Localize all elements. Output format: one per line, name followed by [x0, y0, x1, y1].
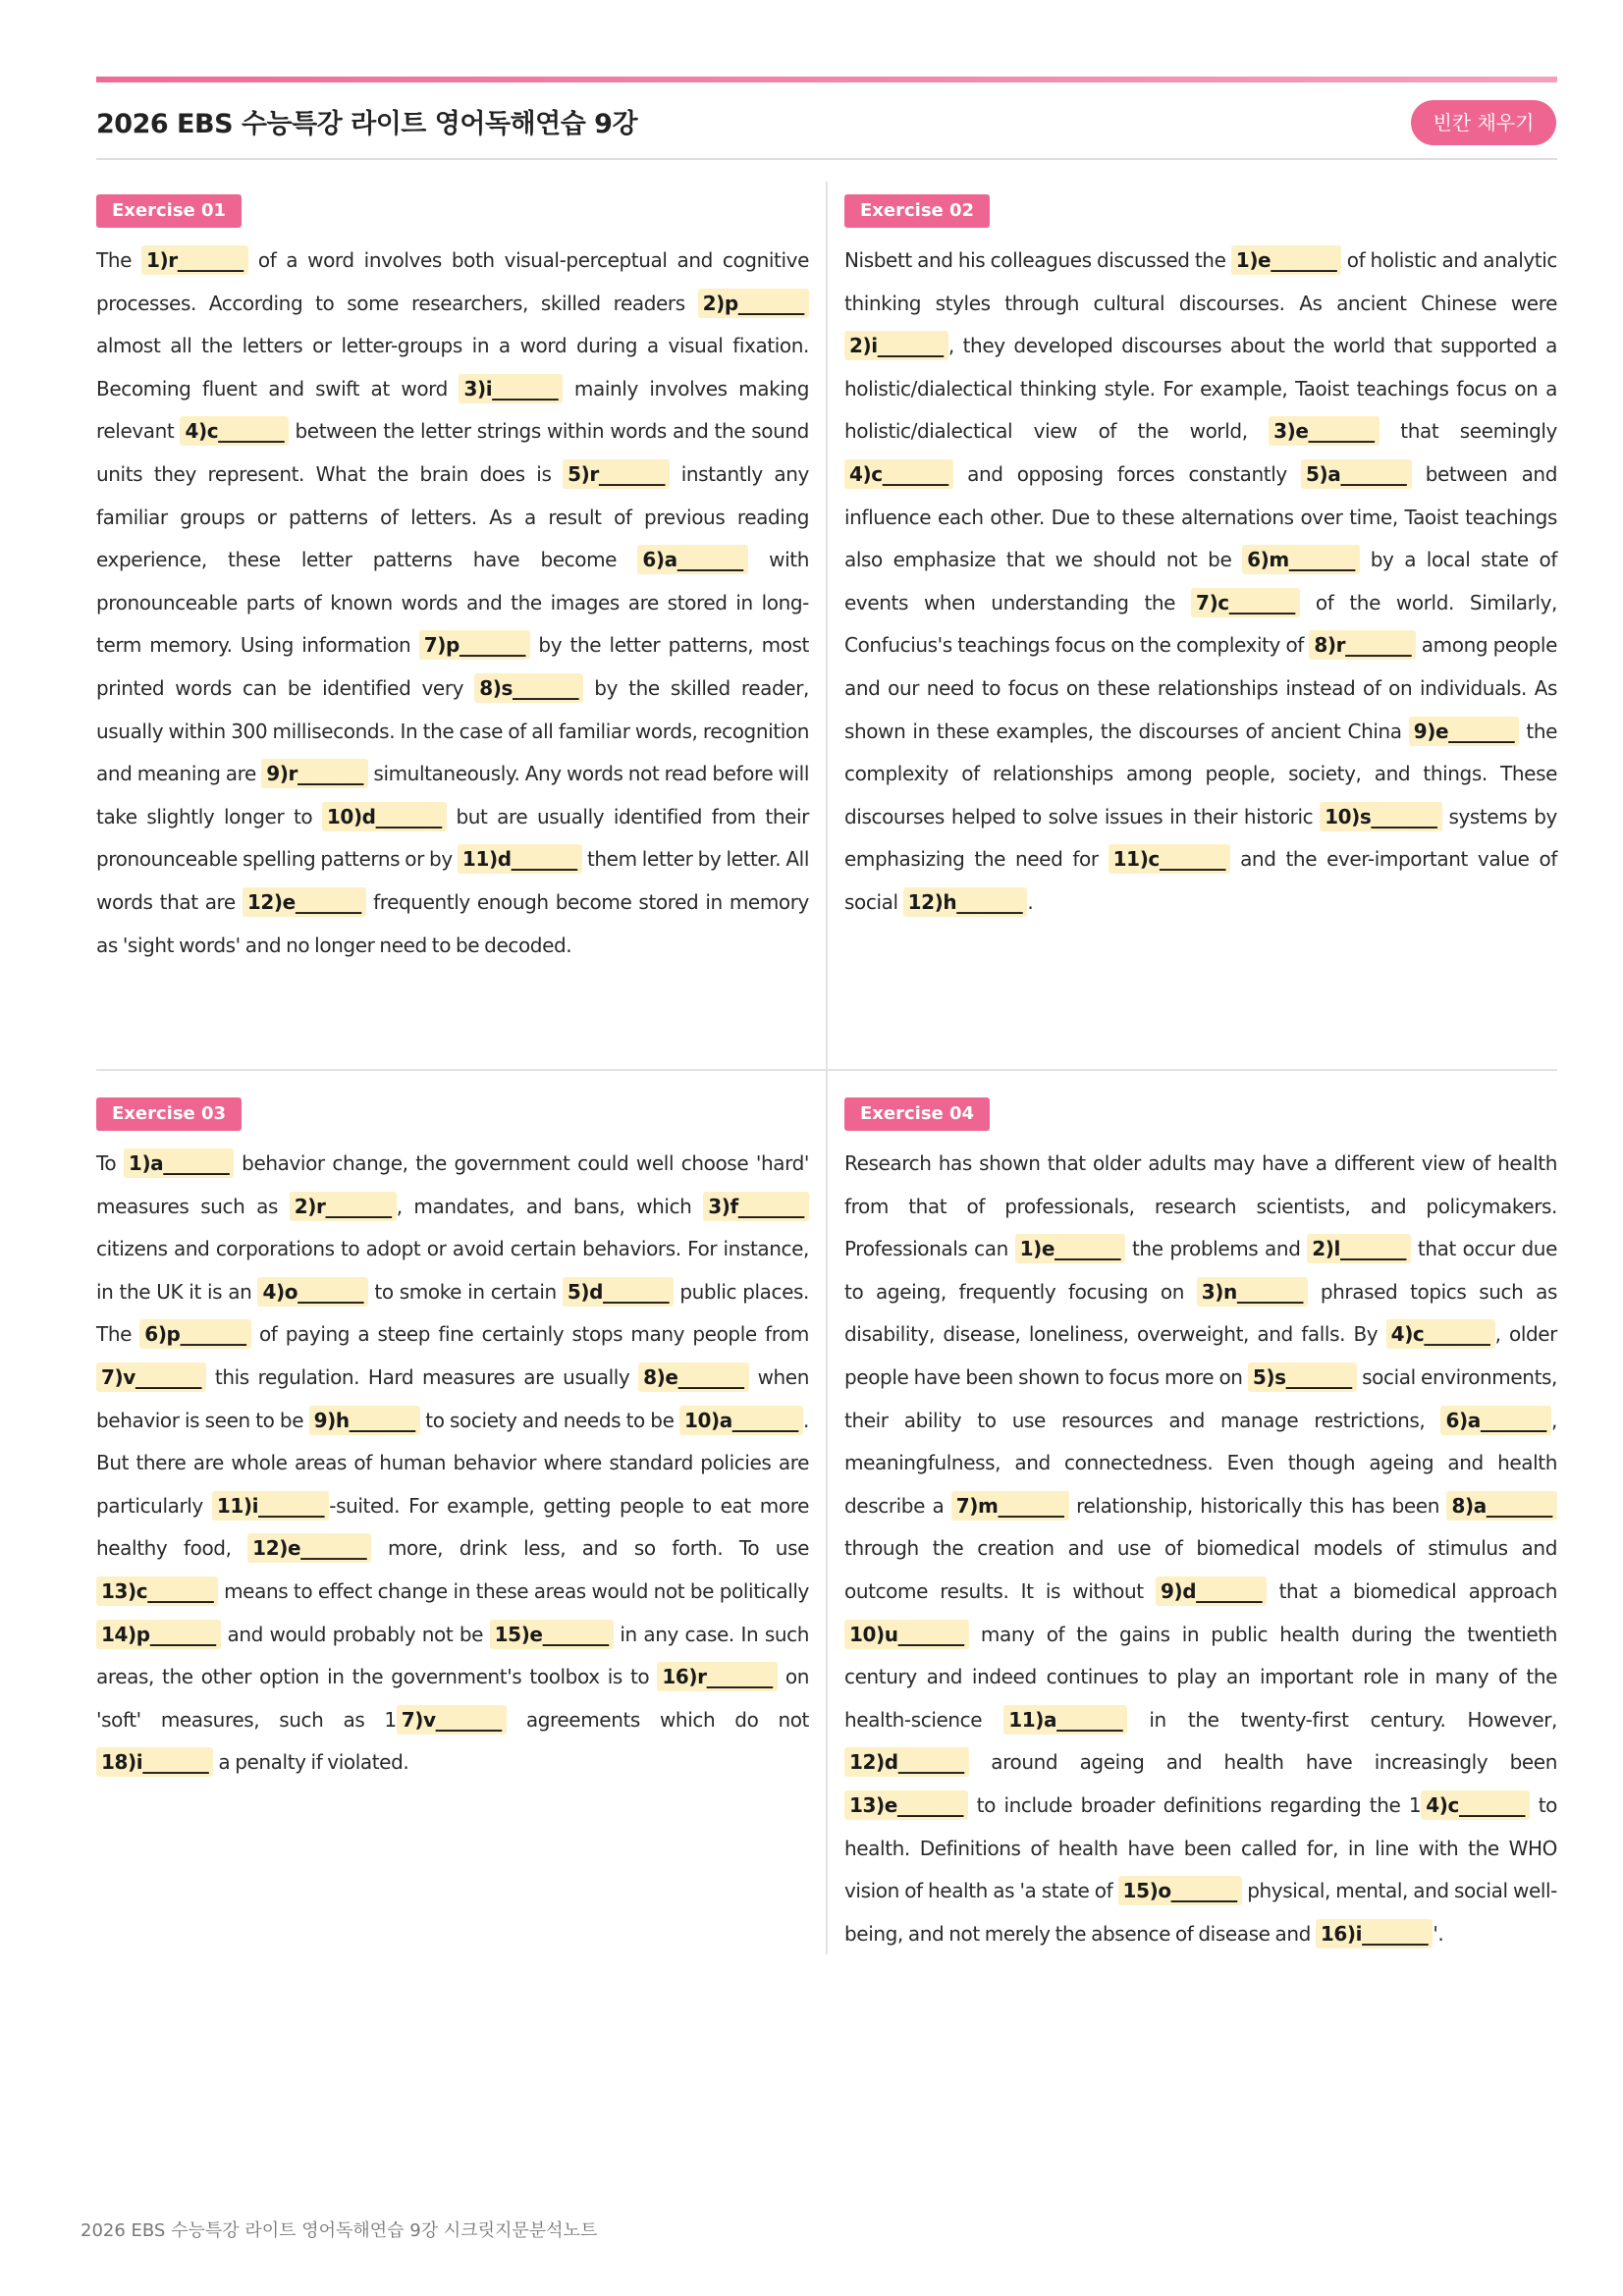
exercise-04 [844, 1097, 1557, 1955]
passage-text: that seemingly [1379, 419, 1557, 444]
passage-text: in the twenty-first century. However, [1127, 1707, 1557, 1732]
passage-text: that occur due to ageing, frequently focusing on [844, 1237, 1557, 1304]
blank-field[interactable]: 7)v_______ [397, 1705, 507, 1735]
passage-text: , they developed discourses about the world that supported a holistic/dialectical thinking style. For example, Taoist teachings focus on a holistic/dialectical view of the world, [844, 334, 1557, 444]
exercise-01 [96, 194, 809, 967]
passage-text: between the letter strings within words and the sound units they represent. What the brain does is [96, 419, 809, 486]
blank-field[interactable]: 5)r_______ [563, 459, 670, 489]
passage-text: them letter by letter. All words that are [96, 847, 809, 914]
blank-field[interactable]: 12)d_______ [844, 1747, 969, 1777]
blank-field[interactable]: 2)p_______ [698, 289, 809, 318]
exercise-passage [96, 240, 809, 967]
blank-field[interactable]: 8)e_______ [638, 1362, 749, 1392]
blank-field[interactable]: 6)p_______ [139, 1319, 250, 1349]
passage-text: -suited. For example, getting people to eat more healthy food, [96, 1493, 809, 1561]
blank-field[interactable]: 11)d_______ [458, 844, 582, 874]
passage-text: physical, mental, and social well-being, and not merely the absence of disease and [844, 1879, 1557, 1946]
exercise-passage [844, 1143, 1557, 1955]
passage-text: '. [1433, 1921, 1444, 1946]
blank-field[interactable]: 3)i_______ [459, 374, 563, 403]
header-divider [96, 158, 1557, 160]
passage-text: The [96, 248, 141, 272]
passage-text: but are usually identified from their pronounceable spelling patterns or by [96, 804, 809, 872]
blank-field[interactable]: 16)r_______ [657, 1662, 777, 1691]
passage-text: agreements which do not [506, 1707, 809, 1732]
passage-text: of holistic and analytic thinking styles through cultural discourses. As ancient Chinese were [844, 248, 1557, 315]
passage-text: frequently enough become stored in memory as 'sight words' and no longer need to be decoded. [96, 889, 809, 957]
passage-text: through the creation and use of biomedical models of stimulus and outcome results. It is without [844, 1536, 1557, 1603]
blank-field[interactable]: 8)a_______ [1446, 1491, 1557, 1521]
passage-text: the problems and [1125, 1237, 1308, 1261]
blank-field[interactable]: 5)s_______ [1248, 1362, 1357, 1392]
blank-field[interactable]: 18)i_______ [96, 1747, 213, 1777]
passage-text: systems by emphasizing the need for [844, 804, 1557, 872]
blank-field[interactable]: 6)a_______ [1440, 1406, 1551, 1435]
passage-text: more, drink less, and so forth. To use [371, 1536, 810, 1561]
exercise-label: Exercise 01 [96, 194, 242, 228]
passage-text: of the world. Similarly, Confucius's teachings focus on the complexity of [844, 590, 1557, 658]
passage-text: to smoke in certain [368, 1279, 563, 1304]
exercise-label: Exercise 02 [844, 194, 990, 228]
passage-text: phrased topics such as disability, disease, loneliness, overweight, and falls. By [844, 1279, 1557, 1347]
blank-field[interactable]: 1)a_______ [124, 1148, 235, 1178]
passage-text: around ageing and health have increasingly been [968, 1750, 1557, 1775]
blank-field[interactable]: 4)c_______ [844, 459, 953, 489]
passage-text: a penalty if violated. [213, 1750, 409, 1775]
exercise-label: Exercise 04 [844, 1097, 990, 1131]
passage-text: mainly involves making relevant [96, 376, 809, 444]
exercise-passage [96, 1143, 809, 1785]
blank-field[interactable]: 9)h_______ [309, 1406, 420, 1435]
fill-blank-badge: 빈칸 채우기 [1411, 100, 1556, 145]
blank-field[interactable]: 11)i_______ [212, 1491, 329, 1521]
passage-text: to include broader definitions regarding the 1 [968, 1792, 1422, 1817]
blank-field[interactable]: 4)c_______ [1421, 1790, 1530, 1820]
passage-text: between and influence each other. Due to these alternations over time, Taoist teachings also emphasize that we should not be [844, 461, 1557, 572]
blank-field[interactable]: 6)a_______ [637, 545, 748, 574]
column-divider-top [826, 182, 828, 1069]
blank-field[interactable]: 10)u_______ [844, 1620, 969, 1649]
blank-field[interactable]: 3)e_______ [1269, 416, 1380, 446]
blank-field[interactable]: 7)p_______ [419, 630, 530, 660]
exercise-02 [844, 194, 1557, 925]
passage-text: , older people have been shown to focus more on [844, 1322, 1557, 1389]
blank-field[interactable]: 14)p_______ [96, 1620, 221, 1649]
blank-field[interactable]: 15)o_______ [1118, 1876, 1242, 1905]
blank-field[interactable]: 7)c_______ [1191, 588, 1300, 617]
blank-field[interactable]: 16)i_______ [1316, 1919, 1433, 1949]
passage-text: , mandates, and bans, which [396, 1194, 704, 1218]
column-divider-bottom [826, 1071, 828, 1954]
exercise-label: Exercise 03 [96, 1097, 242, 1131]
blank-field[interactable]: 10)a_______ [679, 1406, 803, 1435]
passage-text: To [96, 1151, 124, 1175]
blank-field[interactable]: 2)l_______ [1307, 1234, 1411, 1263]
passage-text: with pronounceable parts of known words and the images are stored in long-term memory. Using information [96, 548, 809, 658]
blank-field[interactable]: 1)e_______ [1015, 1234, 1126, 1263]
blank-field[interactable]: 13)e_______ [844, 1790, 968, 1820]
blank-field[interactable]: 4)c_______ [180, 416, 289, 446]
passage-text: and would probably not be [220, 1622, 490, 1646]
passage-text: public places. The [96, 1279, 809, 1347]
passage-text: . [1027, 889, 1034, 914]
blank-field[interactable]: 9)e_______ [1409, 717, 1520, 746]
passage-text: this regulation. Hard measures are usually [206, 1364, 639, 1389]
blank-field[interactable]: 8)r_______ [1309, 630, 1416, 660]
passage-text: by the skilled reader, usually within 300 milliseconds. In the case of all familiar words, recognition and meaning are [96, 675, 809, 786]
passage-text: when behavior is seen to be [96, 1364, 809, 1432]
blank-field[interactable]: 2)i_______ [844, 331, 948, 360]
passage-text: simultaneously. Any words not read before will take slightly longer to [96, 762, 809, 828]
blank-field[interactable]: 2)r_______ [290, 1192, 397, 1221]
blank-field[interactable]: 12)e_______ [247, 1533, 371, 1563]
blank-field[interactable]: 10)d_______ [322, 802, 447, 831]
passage-text: the complexity of relationships among people, society, and things. These discourses helped to solve issues in their historic [844, 719, 1557, 828]
blank-field[interactable]: 7)v_______ [96, 1362, 206, 1392]
blank-field[interactable]: 3)f_______ [703, 1192, 809, 1221]
passage-text: citizens and corporations to adopt or avoid certain behaviors. For instance, in the UK it is an [96, 1237, 809, 1304]
blank-field[interactable]: 12)h_______ [903, 887, 1028, 917]
blank-field[interactable]: 1)e_______ [1231, 245, 1342, 275]
blank-field[interactable]: 15)e_______ [490, 1620, 614, 1649]
blank-field[interactable]: 4)c_______ [1386, 1319, 1495, 1349]
passage-text: and the ever-important value of social [844, 847, 1557, 914]
page-title: 2026 EBS 수능특강 라이트 영어독해연습 9강 [96, 109, 638, 139]
blank-field[interactable]: 9)r_______ [261, 759, 368, 788]
passage-text: to health. Definitions of health have been called for, in line with the WHO vision of health as 'a state of [844, 1792, 1557, 1903]
passage-text: to society and needs to be [419, 1408, 679, 1432]
passage-text: instantly any familiar groups or patterns of letters. As a result of previous reading experience, these letter patterns have become [96, 461, 809, 572]
page-footer: 2026 EBS 수능특강 라이트 영어독해연습 9강 시크릿지문분석노트 [81, 2220, 598, 2241]
blank-field[interactable]: 8)s_______ [474, 673, 583, 703]
blank-field[interactable]: 3)n_______ [1197, 1277, 1308, 1307]
exercise-03 [96, 1097, 809, 1785]
passage-text: almost all the letters or letter-groups in a word during a visual fixation. Becoming fluent and swift at word [96, 334, 809, 400]
blank-field[interactable]: 6)m_______ [1242, 545, 1360, 574]
passage-text: . But there are whole areas of human behavior where standard policies are particularly [96, 1408, 809, 1518]
blank-field[interactable]: 12)e_______ [243, 887, 366, 917]
passage-text: Nisbett and his colleagues discussed the [844, 248, 1231, 272]
exercise-passage [844, 240, 1557, 925]
blank-field[interactable]: 1)r_______ [141, 245, 248, 275]
blank-field[interactable]: 5)a_______ [1301, 459, 1412, 489]
passage-text: that a biomedical approach [1267, 1578, 1557, 1603]
passage-text: behavior change, the government could well choose 'hard' measures such as [96, 1151, 809, 1218]
header-accent-bar [96, 77, 1557, 82]
passage-text: means to effect change in these areas would not be politically [218, 1578, 809, 1603]
passage-text: , meaningfulness, and connectedness. Even though ageing and health describe a [844, 1408, 1557, 1518]
passage-text: among people and our need to focus on these relationships instead of on individuals. As shown in these examples, the discourses of ancient China [844, 633, 1557, 743]
blank-field[interactable]: 9)d_______ [1156, 1576, 1267, 1606]
blank-field[interactable]: 11)c_______ [1109, 844, 1230, 874]
passage-text: of paying a steep fine certainly stops many people from [250, 1322, 809, 1347]
blank-field[interactable]: 7)m_______ [951, 1491, 1069, 1521]
passage-text: many of the gains in public health during the twentieth century and indeed continues to play an important role in many of the health-science [844, 1622, 1557, 1732]
passage-text: by a local state of events when understanding the [844, 548, 1557, 614]
passage-text: by the letter patterns, most printed words can be identified very [96, 633, 809, 700]
passage-text: in any case. In such areas, the other option in the government's toolbox is to [96, 1622, 809, 1689]
passage-text: and opposing forces constantly [952, 461, 1301, 486]
passage-text: relationship, historically this has been [1068, 1493, 1447, 1518]
blank-field[interactable]: 10)s_______ [1320, 802, 1441, 831]
blank-field[interactable]: 13)c_______ [96, 1576, 218, 1606]
blank-field[interactable]: 4)o_______ [257, 1277, 368, 1307]
blank-field[interactable]: 11)a_______ [1003, 1705, 1127, 1735]
passage-text: Research has shown that older adults may have a different view of health from that of professionals, research scientists, and policymakers. Professionals can [844, 1151, 1557, 1261]
passage-text: social environments, their ability to use resources and manage restrictions, [844, 1364, 1557, 1432]
blank-field[interactable]: 5)d_______ [563, 1277, 674, 1307]
passage-text: of a word involves both visual-perceptual and cognitive processes. According to some researchers, skilled readers [96, 248, 809, 315]
passage-text: on 'soft' measures, such as 1 [96, 1665, 809, 1732]
